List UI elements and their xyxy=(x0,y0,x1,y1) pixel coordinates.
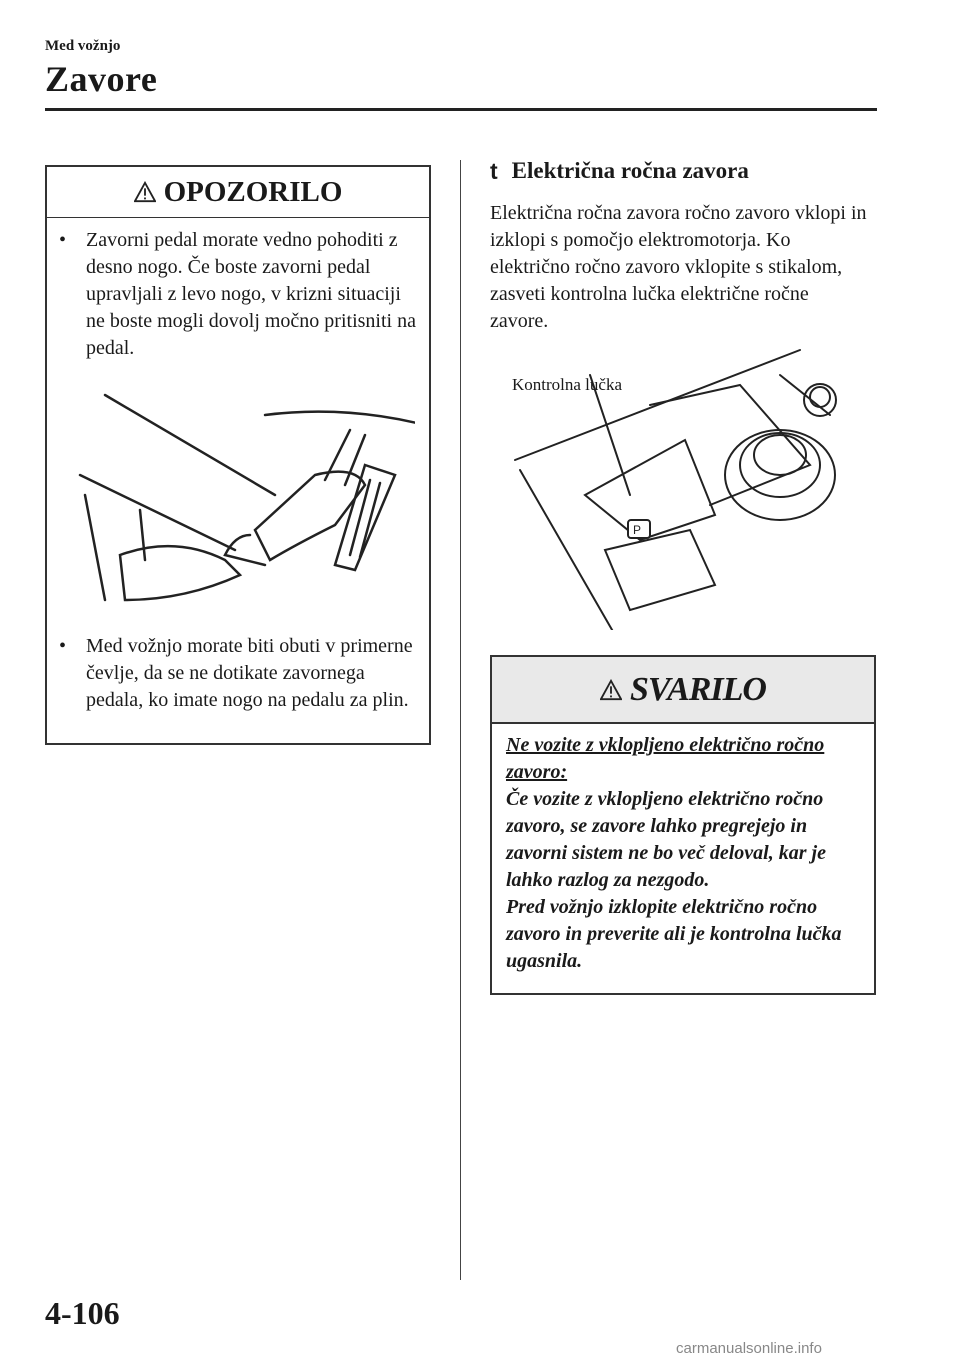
bullet-symbol: • xyxy=(59,229,67,251)
warning-heading: OPOZORILO xyxy=(163,175,343,208)
caution-text: Pred vožnjo izklopite električno ročno zavoro in preverite ali je kontrolna lučka ugasnila. xyxy=(506,896,842,972)
warning-triangle-icon xyxy=(600,679,622,701)
warning-header xyxy=(47,167,429,218)
callout-label: Kontrolna lučka xyxy=(512,375,622,394)
warning-item: • Med vožnjo morate biti obuti v primerne čevlje, da se ne dotikate zavornega pedala, ko imate nogo na pedalu za plin. xyxy=(59,635,413,711)
page-title: Zavore xyxy=(45,59,158,99)
page-number: 4-106 xyxy=(45,1295,120,1331)
heading-marker: t xyxy=(490,158,498,184)
watermark: carmanualsonline.info xyxy=(676,1340,822,1357)
caution-header xyxy=(492,657,874,724)
column-divider xyxy=(460,160,461,1280)
caution-lead: Ne vozite z vklopljeno električno ročno zavoro: xyxy=(506,734,825,783)
section-paragraph: Električna ročna zavora ročno zavoro vklopi in izklopi s pomočjo elektromotorja. Ko električno ročno zavoro vklopite s stikalom, zasveti kontrolna lučka električne ročne zavore. xyxy=(490,202,867,332)
warning-item: • Zavorni pedal morate vedno pohoditi z desno nogo. Če boste zavorni pedal upravljali z levo nogo, v krizni situaciji ne boste mogli dovolj močno pritisniti na pedal. xyxy=(59,229,416,359)
caution-body xyxy=(506,732,866,975)
caution-box xyxy=(490,655,876,995)
caution-text: Če vozite z vklopljeno električno ročno zavoro, se zavore lahko pregrejejo in zavorni sistem ne bo več deloval, kar je lahko razlog za nezgodo. xyxy=(506,788,826,891)
warning-box xyxy=(45,165,431,745)
bullet-symbol: • xyxy=(59,635,67,657)
section-label: Med vožnjo xyxy=(45,38,121,54)
title-rule xyxy=(45,108,877,111)
pedal-illustration xyxy=(65,385,415,615)
warning-triangle-icon xyxy=(134,181,156,203)
section-heading: t Električna ročna zavora xyxy=(490,158,749,184)
parking-switch-icon: P xyxy=(633,523,642,537)
caution-heading: SVARILO xyxy=(630,670,766,708)
